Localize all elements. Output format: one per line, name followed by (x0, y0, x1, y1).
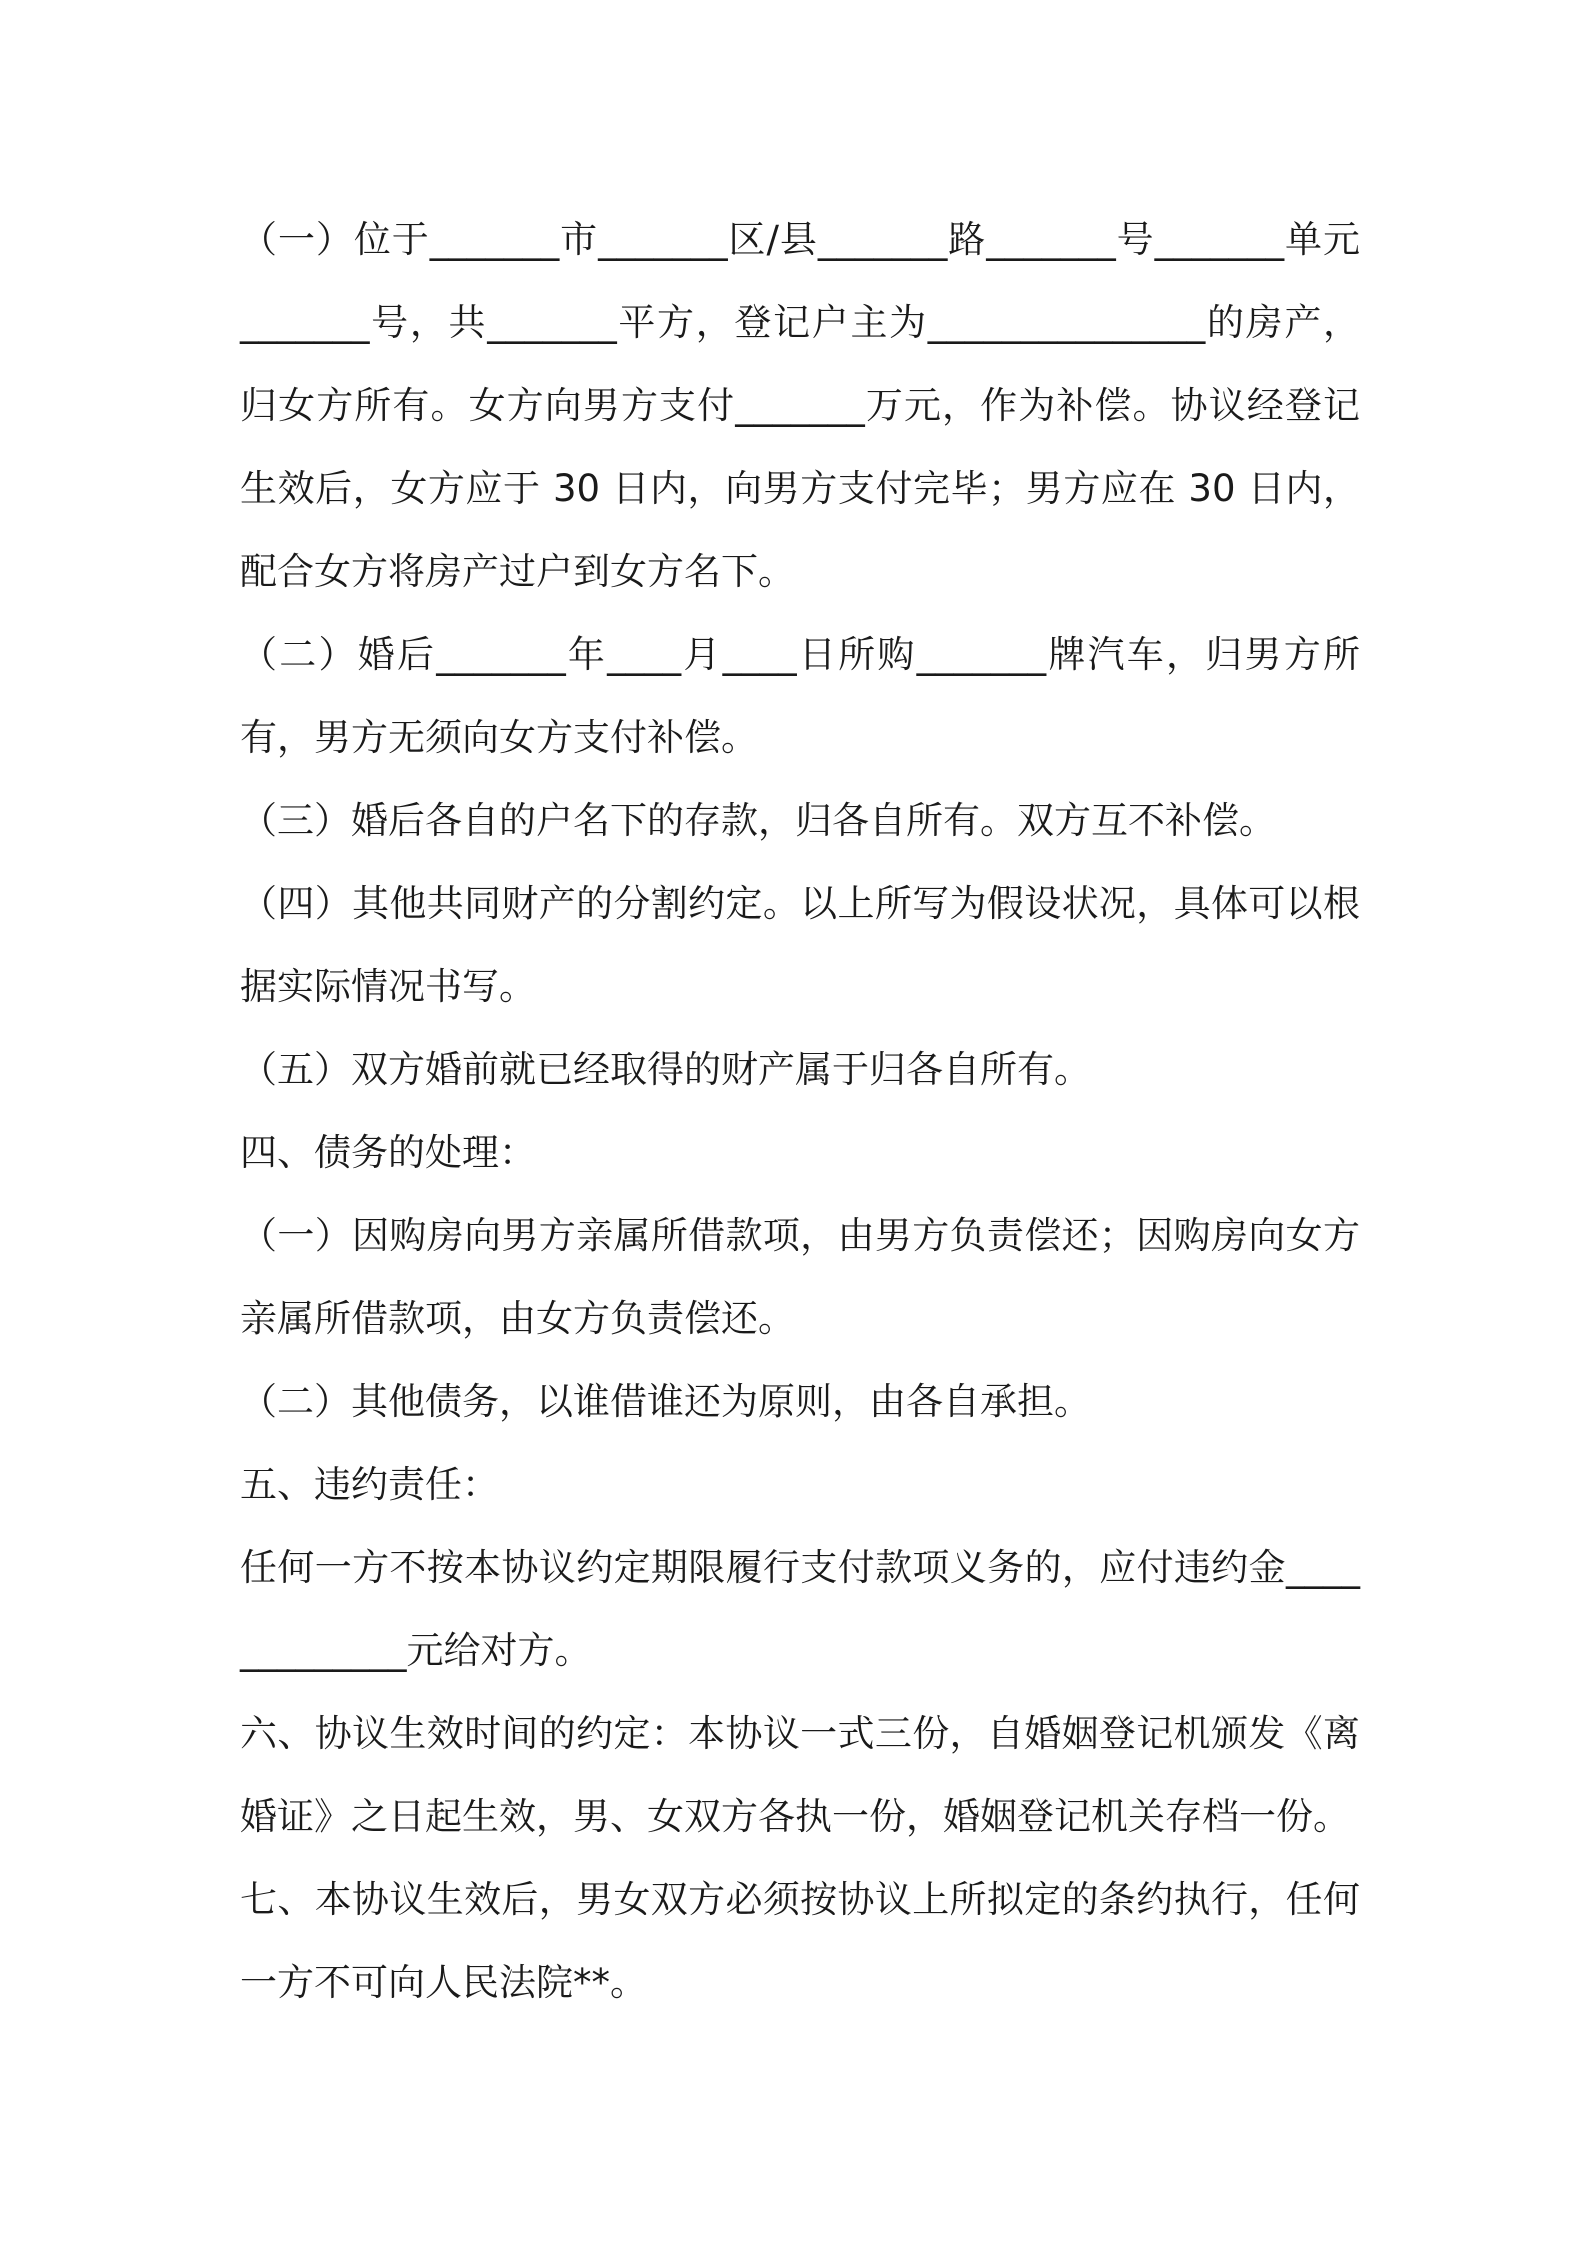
section-effective-time: 六、协议生效时间的约定：本协议一式三份，自婚姻登记机颁发《离婚证》之日起生效，男、女双方各执一份，婚姻登记机关存档一份。 (240, 1712, 1360, 1838)
section-execution: 七、本协议生效后，男女双方必须按协议上所拟定的条约执行，任何一方不可向人民法院**。 (240, 1878, 1360, 2004)
paragraph-breach-penalty: 任何一方不按本协议约定期限履行支付款项义务的，应付违约金_____________元给对方。 (240, 1546, 1360, 1672)
paragraph-property-house: （一）位于_______市_______区/县_______路_______号_______单元_______号，共_______平方，登记户主为_______________的房产，归女方所有。女方向男方支付_______万元，作为补偿。协议经登记生效后，女方应于 30 日内，向男方支付完毕；男方应在 30 日内，配合女方将房产过户到女方名下。 (240, 218, 1360, 593)
paragraph-property-premarital: （五）双方婚前就已经取得的财产属于归各自所有。 (240, 1048, 1091, 1091)
section-heading-debts: 四、债务的处理： (240, 1131, 536, 1174)
paragraph-property-other: （四）其他共同财产的分割约定。以上所写为假设状况，具体可以根据实际情况书写。 (240, 882, 1360, 1008)
paragraph-debt-other: （二）其他债务，以谁借谁还为原则，由各自承担。 (240, 1380, 1091, 1423)
section-heading-breach: 五、违约责任： (240, 1463, 499, 1506)
paragraph-property-car: （二）婚后_______年____月____日所购_______牌汽车，归男方所有，男方无须向女方支付补偿。 (240, 633, 1360, 759)
paragraph-property-deposits: （三）婚后各自的户名下的存款，归各自所有。双方互不补偿。 (240, 799, 1276, 842)
paragraph-debt-house: （一）因购房向男方亲属所借款项，由男方负责偿还；因购房向女方亲属所借款项，由女方负责偿还。 (240, 1214, 1360, 1340)
document-body (240, 198, 1360, 2024)
